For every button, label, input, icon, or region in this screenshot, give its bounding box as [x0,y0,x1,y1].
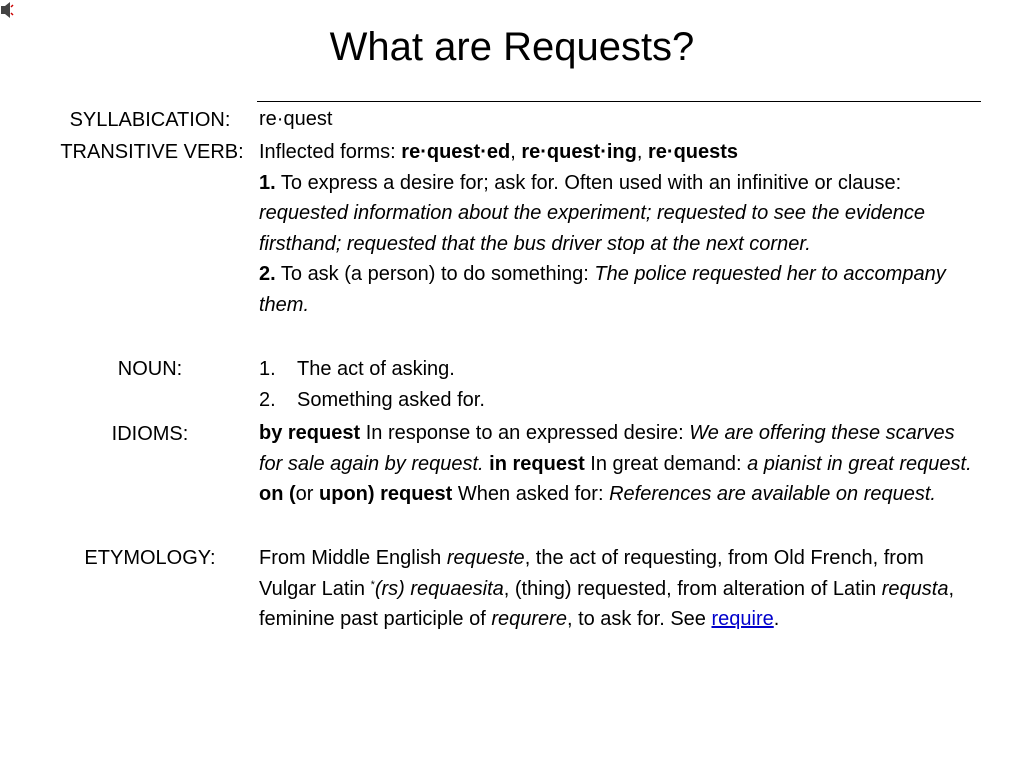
page-title: What are Requests? [329,25,695,69]
inflected-forms: Inflected forms: re·quest·ed, re·quest·ing, re·quests [259,141,739,163]
noun-content [259,354,975,415]
transitive-verb-content [259,137,975,321]
verb-sense-2: 2. To ask (a person) to do something: The police requested her to accompany them. [259,263,946,316]
verb-sense-1: 1. To express a desire for; ask for. Often used with an infinitive or clause: requested information about the experiment; requested to see the evidence firsthand; requested that the bus driver stop at the next corner. [259,171,925,255]
require-link[interactable]: require [711,608,774,631]
speaker-icon[interactable] [0,0,14,20]
syllabication-label: SYLLABICATION: [69,109,231,131]
transitive-verb-label: TRANSITIVE VERB: [60,141,244,163]
etymology-label: ETYMOLOGY: [84,547,216,569]
etymology-content: From Middle English requeste, the act of requesting, from Old French, from Vulgar Latin *(rs) requaesita, (thing) requested, from alteration of Latin requsta, feminine past participle of requrere, to ask for. See require. [259,547,955,631]
list-item: 2. Something asked for. [259,388,485,411]
idioms-label: IDIOMS: [111,423,189,445]
syllabication-value: re·quest [259,108,333,130]
title-divider [257,101,981,102]
noun-label: NOUN: [117,358,183,380]
idioms-content: by request In response to an expressed desire: We are offering these scarves for sale again by request. in request In great demand: a pianist in great request. on (or upon) request When asked for: References are available on request. [259,422,972,506]
list-item: 1. The act of asking. [259,358,455,380]
